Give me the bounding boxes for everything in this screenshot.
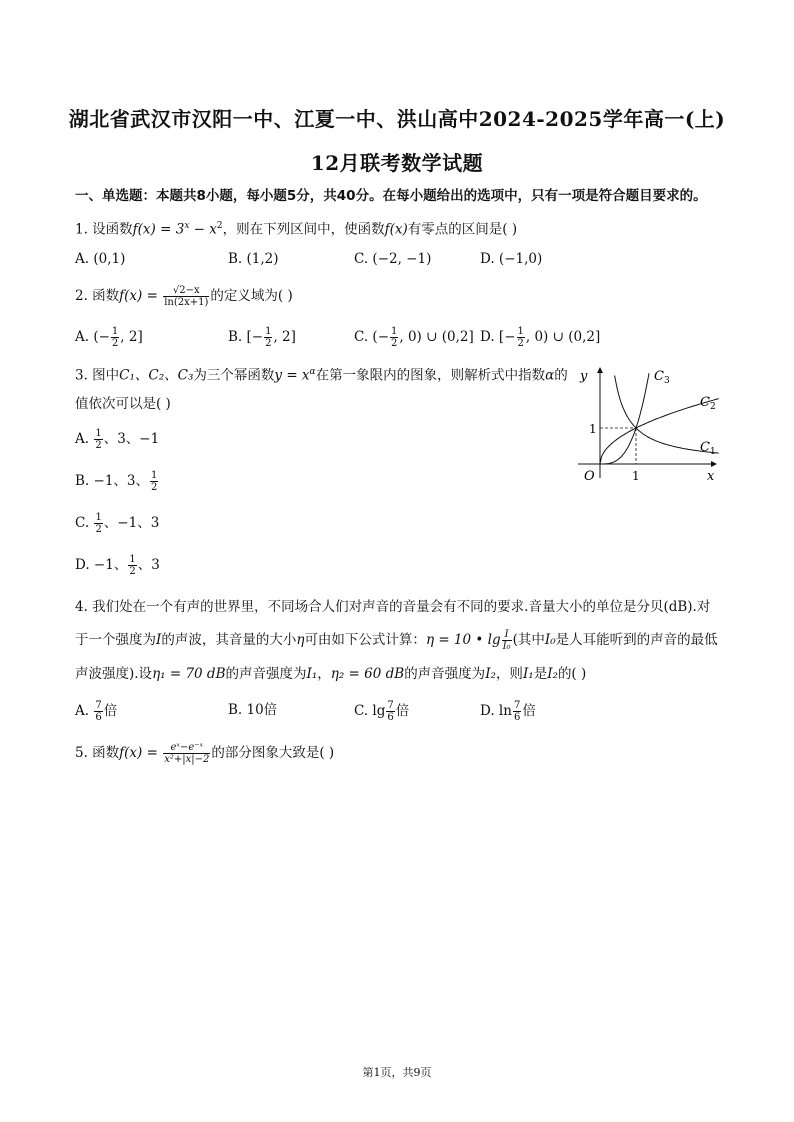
q3-text-e: 的 — [554, 367, 568, 384]
question-4-line2 — [75, 629, 718, 652]
q3-b-pre: B. −1、3、 — [75, 473, 149, 489]
q4-t10: ，则 — [495, 666, 523, 682]
page-footer: 第1页，共9页 — [362, 1066, 432, 1079]
question-1 — [75, 216, 517, 240]
q4-d-pre: D. ln — [480, 703, 512, 719]
q3-text-b: 为三个幂函数 — [193, 367, 275, 384]
q4-c-pre: C. lg — [354, 703, 386, 719]
q2-fraction — [163, 285, 209, 308]
q1-option-d: D. (−1,0) — [480, 251, 543, 267]
q4-t12: 的( ) — [557, 666, 587, 682]
c1-label: $C_1$ — [700, 440, 716, 457]
q5-text-b: 的部分图象大致是( ) — [211, 745, 335, 761]
q2-b-post: , 2] — [273, 329, 296, 345]
question-4-line3 — [75, 664, 586, 684]
q4-c-num: 7 — [387, 700, 394, 711]
q4-c-den: 6 — [387, 712, 394, 723]
q3-c-den: 2 — [95, 524, 102, 535]
q4-d-post: 倍 — [522, 703, 536, 719]
q4-a-post: 倍 — [103, 703, 118, 719]
q5-formula: f(x) = — [119, 745, 163, 761]
q2-d-frac — [517, 326, 525, 349]
c2-label: $C_2$ — [700, 395, 716, 412]
q1-text-d: 有零点的区间是( ) — [407, 221, 518, 238]
tick-x-1: 1 — [632, 469, 640, 483]
q4-eta: η — [296, 632, 305, 648]
q2-option-d — [480, 326, 600, 349]
q2-d-pre: D. [− — [480, 329, 516, 345]
q3-a-post: 、3、−1 — [103, 431, 160, 447]
q1-exponent-2: 2 — [216, 221, 223, 231]
q3-a-pre: A. — [75, 431, 94, 447]
q4-d-frac — [513, 700, 521, 723]
q2-a-frac — [111, 326, 119, 349]
q2-a-den: 2 — [111, 338, 119, 349]
q2-b-den: 2 — [265, 338, 272, 349]
q4-d-num: 7 — [513, 700, 521, 711]
q4-b-text: B. 10倍 — [228, 702, 278, 718]
q4-t2: 的声波，其音量的大小 — [161, 632, 297, 648]
q3-text-d: 在第一象限内的图象，则解析式中指数 — [315, 367, 546, 384]
q4-option-b — [228, 700, 277, 720]
q1-fx: f(x) — [384, 221, 408, 238]
q1-option-a: A. (0,1) — [75, 251, 126, 267]
q5-numerator: eˣ−e⁻ˣ — [163, 742, 210, 754]
q4-a-frac — [94, 700, 102, 723]
q4-t7: 的声音强度为 — [225, 666, 307, 682]
q2-denominator: ln(2x+1) — [164, 297, 209, 308]
q1-text-c: ，则在下列区间中，使函数 — [222, 221, 385, 238]
q3-d-pre: D. −1、 — [75, 557, 128, 573]
q4-a-num: 7 — [95, 700, 102, 711]
q4-frac-num: I — [502, 629, 512, 641]
q4-t5: 是人耳能听到的声音的最低 — [555, 632, 718, 648]
q3-c-frac — [94, 512, 102, 535]
exam-title-line1: 湖北省武汉市汉阳一中、江夏一中、洪山高中2024-2025学年高一(上) — [68, 107, 726, 131]
q4-t1: 于一个强度为 — [75, 632, 156, 648]
q4-eta2: η₂ = 60 dB — [330, 666, 405, 682]
q4-t6: 声波强度).设 — [75, 666, 153, 682]
q3-curves: C₁、C₂、C₃ — [119, 367, 194, 384]
q4-I2b: I₂ — [547, 666, 558, 682]
q1-option-b: B. (1,2) — [228, 251, 279, 267]
q3-c-post: 、−1、3 — [103, 515, 160, 531]
q2-d-num: 1 — [517, 326, 524, 337]
power-function-figure — [574, 364, 724, 484]
q1-formula-b: − x — [189, 221, 217, 238]
exam-title-line2: 12月联考数学试题 — [310, 151, 484, 175]
q2-b-pre: B. [− — [228, 329, 264, 345]
tick-y-1: 1 — [589, 422, 597, 436]
q4-t11: 是 — [533, 666, 548, 682]
q4-t9: 的声音强度为 — [404, 666, 486, 682]
curve-c3 — [600, 373, 649, 464]
q1-text: 1. 设函数 — [75, 221, 133, 238]
q3-d-frac — [128, 554, 136, 577]
q2-c-post: , 0) ∪ (0,2] — [399, 329, 474, 345]
q4-option-a — [75, 700, 117, 723]
section-heading: 一、单选题：本题共8小题，每小题5分，共40分。在每小题给出的选项中，只有一项是符合题目要求的。 — [75, 188, 707, 204]
q4-I0: I₀ — [544, 632, 556, 648]
question-5 — [75, 742, 334, 765]
q2-option-c — [354, 326, 474, 349]
q3-b-num: 1 — [151, 470, 158, 481]
q3-d-post: 、3 — [137, 557, 160, 573]
q2-text: 2. 函数 — [75, 288, 120, 304]
q2-formula: f(x) = — [119, 288, 163, 304]
q4-frac-den: I₀ — [502, 641, 511, 652]
q3-text: 3. 图中 — [75, 367, 120, 384]
q4-I2: I₂ — [485, 666, 496, 682]
q4-formula: η = 10 • lg — [425, 632, 501, 648]
q5-denominator: x²+|x|−2 — [164, 754, 210, 765]
q3-option-d — [75, 554, 160, 577]
q2-d-den: 2 — [517, 338, 524, 349]
q4-a-pre: A. — [75, 703, 94, 719]
q3-a-frac — [94, 428, 102, 451]
q3-d-num: 1 — [129, 554, 136, 565]
q3-c-pre: C. — [75, 515, 94, 531]
q4-t3: 可由如下公式计算： — [304, 632, 426, 648]
y-label: y — [580, 369, 588, 384]
q2-numerator: √2−x — [163, 285, 209, 297]
q3-exponent: α — [309, 367, 316, 377]
q4-I1: I₁ — [306, 666, 318, 682]
q4-t8: ， — [317, 666, 331, 682]
q2-a-post: , 2] — [120, 329, 143, 345]
question-4-line1: 4. 我们处在一个有声的世界里，不同场合人们对声音的音量会有不同的要求.音量大小的单位是分贝(dB).对 — [75, 599, 711, 615]
q1-formula: f(x) = 3 — [132, 221, 185, 238]
q4-I1b: I₁ — [522, 666, 534, 682]
x-label: x — [707, 469, 715, 484]
q3-b-den: 2 — [151, 482, 158, 493]
q1-option-c: C. (−2, −1) — [354, 251, 432, 267]
q2-c-pre: C. (− — [354, 329, 390, 345]
c3-label: $C_3$ — [654, 369, 670, 386]
question-2 — [75, 285, 293, 308]
q2-a-num: 1 — [111, 326, 119, 337]
q4-a-den: 6 — [95, 712, 102, 723]
q2-a-pre: A. (− — [75, 329, 110, 345]
q3-b-frac — [150, 470, 158, 493]
q3-c-num: 1 — [95, 512, 102, 523]
q2-option-b — [228, 326, 296, 349]
q3-option-b — [75, 470, 159, 493]
q4-I: I — [156, 632, 162, 648]
q4-c-frac — [386, 700, 394, 723]
q2-c-frac — [390, 326, 398, 349]
q5-fraction — [163, 742, 210, 765]
q2-text-b: 的定义域为( ) — [210, 288, 293, 304]
q3-d-den: 2 — [129, 566, 136, 577]
q2-b-frac — [264, 326, 272, 349]
origin-label: O — [584, 469, 595, 484]
q4-d-den: 6 — [513, 712, 521, 723]
q3-option-a — [75, 428, 159, 451]
q4-option-c — [354, 700, 409, 723]
q4-eta1: η₁ = 70 dB — [152, 666, 226, 682]
q3-formula: y = x — [274, 367, 310, 384]
q2-d-post: , 0) ∪ (0,2] — [525, 329, 601, 345]
q5-text: 5. 函数 — [75, 745, 120, 761]
question-3 — [75, 362, 568, 386]
q1-exponent: x — [184, 221, 190, 231]
q3-a-num: 1 — [95, 428, 102, 439]
q3-line2: 值依次可以是( ) — [75, 396, 171, 412]
q4-frac — [502, 629, 512, 652]
q4-option-d — [480, 700, 536, 723]
q2-option-a — [75, 326, 143, 349]
q2-c-den: 2 — [391, 338, 398, 349]
q3-option-c — [75, 512, 159, 535]
q2-b-num: 1 — [265, 326, 272, 337]
q3-alpha: α — [545, 367, 555, 384]
q4-t4: (其中 — [512, 632, 545, 648]
q4-c-post: 倍 — [395, 703, 410, 719]
q2-c-num: 1 — [391, 326, 398, 337]
q3-a-den: 2 — [95, 440, 102, 451]
